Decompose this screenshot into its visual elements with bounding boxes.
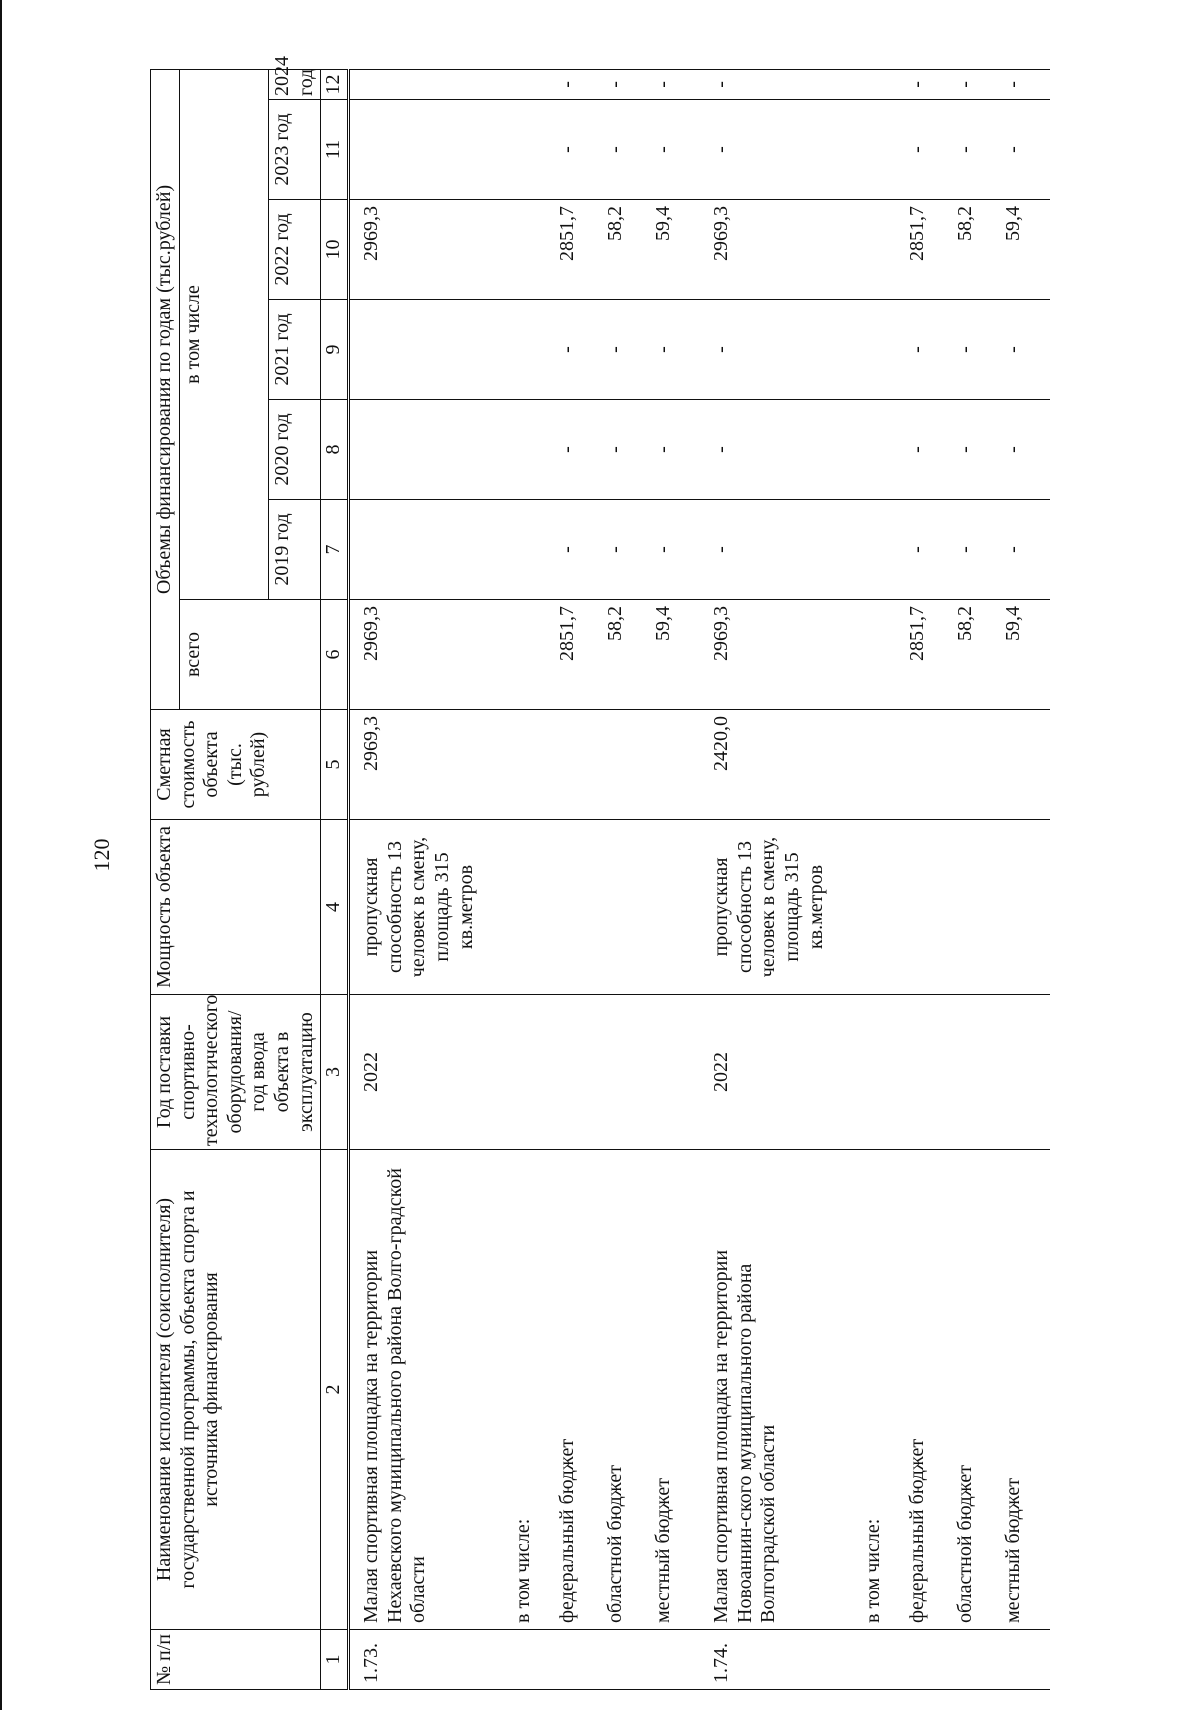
row-2021: - xyxy=(604,300,652,400)
column-number: 12 xyxy=(321,69,349,99)
header-no: № п/п xyxy=(151,1630,321,1690)
column-number: 6 xyxy=(321,600,349,710)
row-2020: - xyxy=(954,400,1002,500)
row-capacity: пропускная способность 13 человек в смену, площадь 315 кв.метров xyxy=(349,820,478,995)
row-name: в том числе: xyxy=(478,1150,556,1630)
row-total: 58,2 xyxy=(604,600,652,710)
page-edge xyxy=(0,0,2,1710)
row-cost: 2969,3 xyxy=(349,710,478,820)
column-number: 10 xyxy=(321,200,349,300)
row-2024: - xyxy=(906,69,954,99)
column-number-row xyxy=(321,69,349,1689)
row-total: 58,2 xyxy=(954,600,1002,710)
row-2019: - xyxy=(906,500,954,600)
row-2024 xyxy=(349,69,478,99)
row-2023: - xyxy=(604,100,652,200)
row-2024: - xyxy=(604,69,652,99)
row-2019: - xyxy=(556,500,604,600)
row-total: 59,4 xyxy=(1002,600,1050,710)
row-2020: - xyxy=(652,400,700,500)
table-row xyxy=(828,69,906,1689)
column-number: 9 xyxy=(321,300,349,400)
row-total: 59,4 xyxy=(652,600,700,710)
financing-table xyxy=(150,56,1050,1690)
row-2021: - xyxy=(652,300,700,400)
column-number: 7 xyxy=(321,500,349,600)
row-2020: - xyxy=(556,400,604,500)
row-2022: 58,2 xyxy=(954,200,1002,300)
header-name: Наименование исполнителя (соисполнителя) государственной программы, объекта спорта и источника финансирования xyxy=(151,1150,321,1630)
row-2019: - xyxy=(700,500,828,600)
row-total: 2851,7 xyxy=(556,600,604,710)
column-number: 3 xyxy=(321,995,349,1150)
row-2021: - xyxy=(1002,300,1050,400)
row-2020 xyxy=(349,400,478,500)
row-2023: - xyxy=(652,100,700,200)
row-2024: - xyxy=(1002,69,1050,99)
row-2019 xyxy=(349,500,478,600)
row-2022: 58,2 xyxy=(604,200,652,300)
row-2021: - xyxy=(556,300,604,400)
row-name: областной бюджет xyxy=(954,1150,1002,1630)
table-row xyxy=(906,69,954,1689)
page-number: 120 xyxy=(89,838,114,872)
row-no: 1.73. xyxy=(349,1630,478,1690)
row-2023: - xyxy=(954,100,1002,200)
row-2019: - xyxy=(652,500,700,600)
header-year-2023: 2023 год xyxy=(268,100,320,200)
row-name: областной бюджет xyxy=(604,1150,652,1630)
header-cost: Сметная стоимость объекта (тыс. рублей) xyxy=(151,710,321,820)
row-cost: 2420,0 xyxy=(700,710,828,820)
row-2020: - xyxy=(604,400,652,500)
row-2024: - xyxy=(954,69,1002,99)
row-2022: 2969,3 xyxy=(700,200,828,300)
header-capacity: Мощность объекта xyxy=(151,820,321,995)
row-name: Малая спортивная площадка на территории Новоаннин-ского муниципального района Волгоградской области xyxy=(700,1150,828,1630)
row-2021: - xyxy=(954,300,1002,400)
table-row xyxy=(1002,69,1050,1689)
row-2024: - xyxy=(652,69,700,99)
row-name: местный бюджет xyxy=(652,1150,700,1630)
row-no: 1.74. xyxy=(700,1630,828,1690)
header-year-2019: 2019 год xyxy=(268,500,320,600)
row-total: 2969,3 xyxy=(349,600,478,710)
row-2022: 59,4 xyxy=(1002,200,1050,300)
row-2019: - xyxy=(604,500,652,600)
row-2022: 2969,3 xyxy=(349,200,478,300)
row-2023: - xyxy=(556,100,604,200)
column-number: 4 xyxy=(321,820,349,995)
row-2019: - xyxy=(954,500,1002,600)
row-2021: - xyxy=(700,300,828,400)
column-number: 1 xyxy=(321,1630,349,1690)
row-2019: - xyxy=(1002,500,1050,600)
table-row xyxy=(349,69,478,1689)
header-year-2021: 2021 год xyxy=(268,300,320,400)
row-2020: - xyxy=(700,400,828,500)
row-2024: - xyxy=(556,69,604,99)
row-name: в том числе: xyxy=(828,1150,906,1630)
column-number: 5 xyxy=(321,710,349,820)
header-subgroup: в том числе xyxy=(179,69,268,599)
row-2020: - xyxy=(1002,400,1050,500)
header-total: всего xyxy=(179,600,321,710)
column-number: 8 xyxy=(321,400,349,500)
row-2023 xyxy=(349,100,478,200)
row-2023: - xyxy=(1002,100,1050,200)
row-year: 2022 xyxy=(700,995,828,1150)
table-row xyxy=(700,69,828,1689)
row-total: 2969,3 xyxy=(700,600,828,710)
row-capacity: пропускная способность 13 человек в смену, площадь 315 кв.метров xyxy=(700,820,828,995)
row-2024: - xyxy=(700,69,828,99)
row-name: федеральный бюджет xyxy=(556,1150,604,1630)
column-number: 2 xyxy=(321,1150,349,1630)
row-2021 xyxy=(349,300,478,400)
row-2023: - xyxy=(700,100,828,200)
header-year: Год поставки спортивно-технологического оборудования/ год ввода объекта в эксплуатацию xyxy=(151,995,321,1150)
row-2022: 2851,7 xyxy=(906,200,954,300)
row-2023: - xyxy=(906,100,954,200)
header-year-2024: 2024 год xyxy=(268,69,320,99)
rotated-table-area xyxy=(150,56,1150,1690)
table-row xyxy=(652,69,700,1689)
table-row xyxy=(478,69,556,1689)
row-name: Малая спортивная площадка на территории Нехаевского муниципального района Волго-градской области xyxy=(349,1150,478,1630)
row-total: 2851,7 xyxy=(906,600,954,710)
table-row xyxy=(604,69,652,1689)
row-year: 2022 xyxy=(349,995,478,1150)
header-year-2020: 2020 год xyxy=(268,400,320,500)
column-number: 11 xyxy=(321,100,349,200)
row-2022: 59,4 xyxy=(652,200,700,300)
row-name: местный бюджет xyxy=(1002,1150,1050,1630)
table-row xyxy=(556,69,604,1689)
header-year-2022: 2022 год xyxy=(268,200,320,300)
row-name: федеральный бюджет xyxy=(906,1150,954,1630)
header-financing-group: Объемы финансирования по годам (тыс.рублей) xyxy=(151,69,180,709)
row-2021: - xyxy=(906,300,954,400)
row-2022: 2851,7 xyxy=(556,200,604,300)
row-2020: - xyxy=(906,400,954,500)
table-row xyxy=(954,69,1002,1689)
